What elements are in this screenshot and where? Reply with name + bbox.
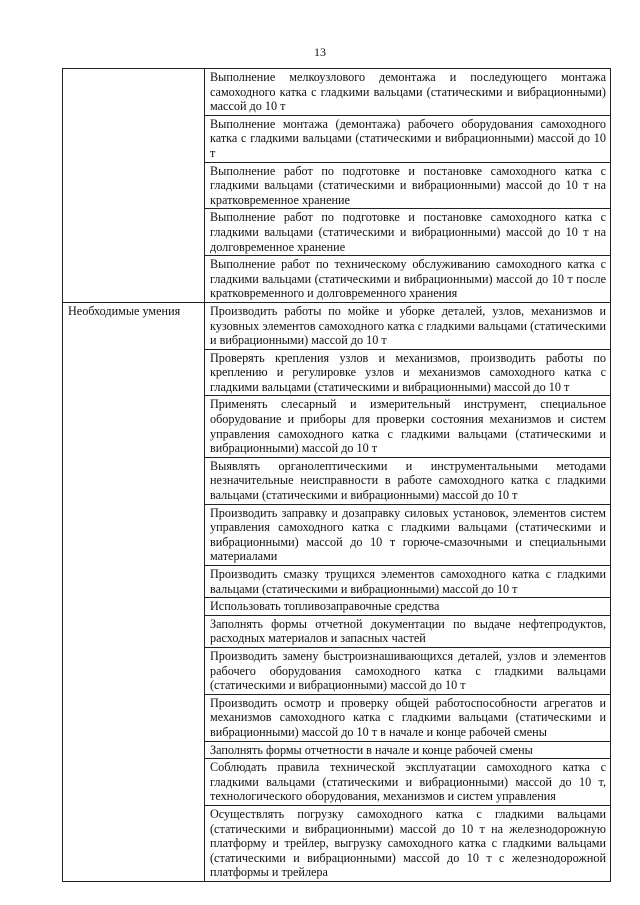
table-cell: Использовать топливозаправочные средства bbox=[205, 598, 611, 616]
table-cell: Производить работы по мойке и уборке деталей, узлов, механизмов и кузовных элементов самоходного катка с гладкими вальцами (статическими и вибрационными) массой до 10 т bbox=[205, 302, 611, 349]
table-cell: Выполнение монтажа (демонтажа) рабочего оборудования самоходного катка с гладкими вальцами (статическими и вибрационными) массой до 10 т bbox=[205, 115, 611, 162]
requirements-table bbox=[62, 68, 611, 882]
table-cell: Осуществлять погрузку самоходного катка с гладкими вальцами (статическими и вибрационными) массой до 10 т на железнодорожную платформу и трейлер, выгрузку самоходного катка с гладкими вальцами (статическими и вибрационными) массой до 10 т с железнодорожной платформы и трейлера bbox=[205, 805, 611, 881]
table-cell: Применять слесарный и измерительный инструмент, специальное оборудование и приборы для проверки состояния механизмов и систем управления самоходного катка с гладкими вальцами (статическими и вибрационными) массой до 10 т bbox=[205, 396, 611, 457]
table-row bbox=[63, 69, 611, 116]
page-number: 13 bbox=[314, 45, 326, 59]
table-cell: Производить смазку трущихся элементов самоходного катка с гладкими вальцами (статическими и вибрационными) массой до 10 т bbox=[205, 566, 611, 598]
table-cell: Производить заправку и дозаправку силовых установок, элементов систем управления самоходного катка с гладкими вальцами (статическими и вибрационными) массой до 10 т горюче-смазочными и специальными материалами bbox=[205, 504, 611, 565]
table-cell: Проверять крепления узлов и механизмов, производить работы по креплению и регулировке узлов и механизмов самоходного катка с гладкими вальцами (статическими и вибрационными) массой до 10 т bbox=[205, 349, 611, 396]
table-cell: Выявлять органолептическими и инструментальными методами незначительные неисправности в работе самоходного катка с гладкими вальцами (статическими и вибрационными) массой до 10 т bbox=[205, 457, 611, 504]
table-cell: Производить замену быстроизнашивающихся деталей, узлов и элементов рабочего оборудования самоходного катка с гладкими вальцами (статическими и вибрационными) массой до 10 т bbox=[205, 647, 611, 694]
table-cell: Заполнять формы отчетной документации по выдаче нефтепродуктов, расходных материалов и запасных частей bbox=[205, 615, 611, 647]
table-cell: Заполнять формы отчетности в начале и конце рабочей смены bbox=[205, 741, 611, 759]
row-label-skills: Необходимые умения bbox=[63, 302, 205, 881]
table-cell: Производить осмотр и проверку общей работоспособности агрегатов и механизмов самоходного катка с гладкими вальцами (статическими и вибрационными) массой до 10 т в начале и конце рабочей смены bbox=[205, 694, 611, 741]
row-label-cell bbox=[63, 69, 205, 303]
table-row bbox=[63, 302, 611, 349]
table-cell: Выполнение работ по подготовке и постановке самоходного катка с гладкими вальцами (статическими и вибрационными) массой до 10 т на долговременное хранение bbox=[205, 209, 611, 256]
table-cell: Соблюдать правила технической эксплуатации самоходного катка с гладкими вальцами (статическими и вибрационными) массой до 10 т, технологического оборудования, механизмов и систем управления bbox=[205, 759, 611, 806]
table-cell: Выполнение работ по техническому обслуживанию самоходного катка с гладкими вальцами (статическими и вибрационными) массой до 10 т после кратковременного и долговременного хранения bbox=[205, 256, 611, 303]
table-cell: Выполнение работ по подготовке и постановке самоходного катка с гладкими вальцами (статическими и вибрационными) массой до 10 т на кратковременное хранение bbox=[205, 162, 611, 209]
table-cell: Выполнение мелкоузлового демонтажа и последующего монтажа самоходного катка с гладкими вальцами (статическими и вибрационными) массой до 10 т bbox=[205, 69, 611, 116]
